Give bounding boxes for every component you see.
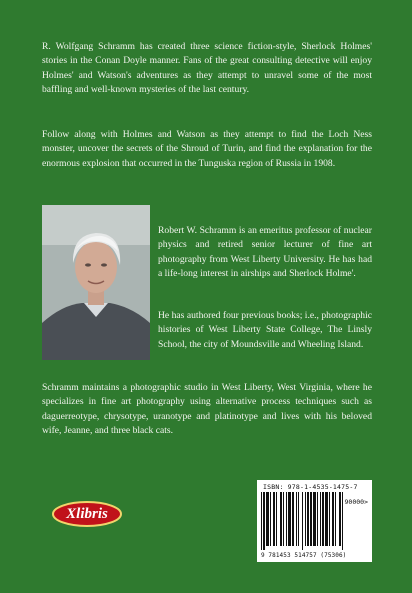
barcode-stripe — [307, 492, 309, 546]
barcode-stripe — [261, 492, 262, 550]
barcode-stripe — [302, 492, 303, 550]
price-code: 90000> — [344, 498, 368, 506]
barcode-stripe — [276, 492, 277, 546]
barcode-stripe — [320, 492, 321, 546]
barcode-digits: 9 781453 514757 (75306) — [261, 552, 347, 559]
author-bio: Robert W. Schramm is an emeritus professor of nuclear physics and retired senior lecturer of fine art photography from West Liberty University. He has had a life-long interest in airships and Sherlock Holme'. — [158, 225, 372, 280]
barcode-stripe — [298, 492, 299, 546]
plot-paragraph: Follow along with Holmes and Watson as they attempt to find the Loch Ness monster, uncover the secrets of the Shroud of Turin, and find the explanation for the enormous explosion that occurred in the Tunguska region of Russia in 1908. — [42, 129, 372, 169]
barcode-stripe — [288, 492, 291, 546]
barcode-stripe — [317, 492, 318, 546]
barcode-stripe — [263, 492, 265, 550]
intro-paragraph: R. Wolfgang Schramm has created three science fiction-style, Sherlock Holmes' stories in the Conan Doyle manner. Fans of the great consulting detective will enjoy Holmes' and Watson's adventures as they attempt to unravel some of the most baffling and well-known mysteries of the last century. — [42, 41, 372, 96]
studio-paragraph: Schramm maintains a photographic studio in West Liberty, West Virginia, where he specializes in fine art photography using alternative process techniques such as daguerreotype, chrysotype, uranotype and platinotype and lives with his beloved wife, Jeanne, and three black cats. — [42, 382, 372, 437]
barcode-stripe — [329, 492, 330, 546]
logo-text: Xlibris — [66, 505, 108, 522]
barcode-stripe — [292, 492, 294, 546]
xlibris-logo — [52, 500, 122, 528]
barcode-stripe — [266, 492, 269, 546]
barcode-label — [257, 480, 372, 562]
barcode-stripe — [325, 492, 328, 546]
barcode-stripe — [305, 492, 306, 546]
barcode-stripe — [339, 492, 341, 546]
barcode-stripe — [273, 492, 275, 546]
barcode-stripe — [283, 492, 284, 546]
isbn-text: ISBN: 978-1-4535-1475-7 — [263, 483, 358, 491]
barcode-stripe — [286, 492, 287, 546]
barcode-stripe — [335, 492, 336, 546]
barcode-stripe — [313, 492, 316, 546]
barcode-stripe — [342, 492, 343, 550]
barcode-bars — [261, 492, 345, 550]
barcode-stripe — [332, 492, 334, 546]
barcode-stripe — [280, 492, 282, 546]
barcode-stripe — [310, 492, 312, 546]
barcode-stripe — [322, 492, 324, 546]
author-photo — [42, 205, 150, 360]
previous-books: He has authored four previous books; i.e., photographic histories of West Liberty State College, The Linsly School, the city of Moundsville and Wheeling Island. — [158, 310, 372, 350]
barcode-stripe — [296, 492, 297, 546]
barcode-stripe — [270, 492, 271, 546]
